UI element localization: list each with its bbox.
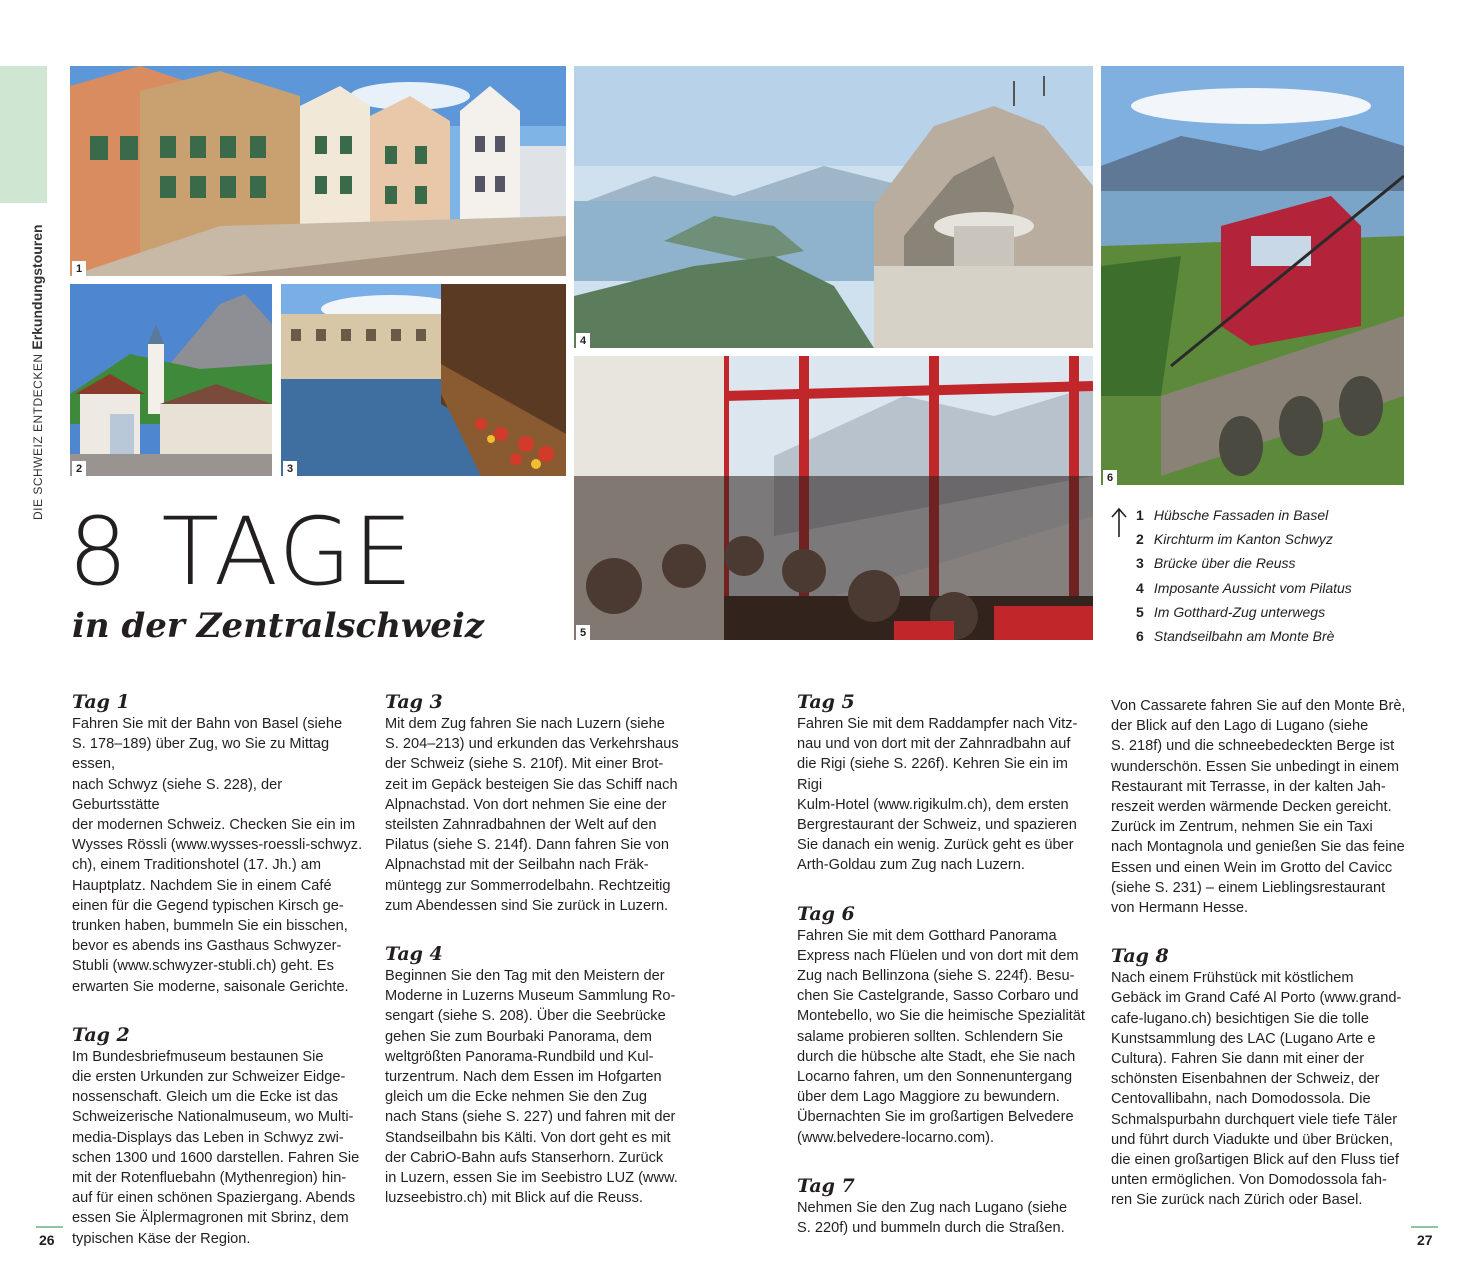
caption-item: 1 Hübsche Fassaden in Basel	[1136, 507, 1329, 523]
day-heading: Tag 5	[797, 691, 855, 713]
caption-item: 3 Brücke über die Reuss	[1136, 555, 1296, 572]
photo-pilatus-view	[574, 66, 1093, 348]
day-heading: Tag 4	[385, 943, 443, 966]
day-text: Nehmen Sie den Zug nach Lugano (siehe S. 220f) und bummeln durch die Straßen.	[797, 1199, 1068, 1237]
day-text: Beginnen Sie den Tag mit den Meistern der Moderne in Luzerns Museum Sammlung Ro- sengart (siehe S. 208). Über die Seebrücke gehen Sie zum Bourbaki Panorama, dem weltgrößten Panorama-Rundbild und Kul- turzentrum. Nach dem Essen im Hofgarten gleich um die Ecke nehmen Sie den Zug nach Stans (siehe S. 227) und fahren mit der Standseilbahn bis Kälti. Von dort geht es mit der CabriO-Bahn aufs Stanserhorn. Zurück in Luzern, essen Sie im Seebistro LUZ (www. luzseebistro.ch) mit Blick auf die Reuss.	[385, 968, 678, 1207]
section-label: DIE SCHWEIZ ENTDECKEN	[31, 353, 45, 520]
column-2	[385, 690, 685, 1208]
column-4	[1111, 696, 1411, 1211]
caption-item: 6 Standseilbahn am Monte Brè	[1136, 628, 1335, 645]
day-text: Fahren Sie mit der Bahn von Basel (siehe S. 178–189) über Zug, wo Sie zu Mittag essen, nach Schwyz (siehe S. 228), der Geburtsstätte der modernen Schweiz. Checken Sie ein im Wysses Rössli (www.wysses-roessli-schwyz. ch), einem Traditionshotel (17. Jh.) am Hauptplatz. Nachdem Sie in einem Café einen für die Gegend typischen Kirsch ge- trunken haben, bummeln Sie ein bisschen, bevor es abends ins Gasthaus Schwyzer- Stubli (www.schwyzer-stubli.ch) geht. Es erwarten Sie moderne, saisonale Gerichte.	[72, 716, 363, 995]
section-tab	[0, 66, 47, 203]
day-text: Mit dem Zug fahren Sie nach Luzern (siehe S. 204–213) und erkunden das Verkehrshaus der Schweiz (siehe S. 210f). Mit einer Brot- zeit im Gepäck besteigen Sie das Schiff nach Alpnachstad. Von dort nehmen Sie eine der steilsten Zahnradbahnen der Welt auf den Pilatus (siehe S. 214f). Dann fahren Sie von Alpnachstad mit der Seilbahn nach Fräk- müntegg zur Sommerrodelbahn. Rechtzeitig zum Abendessen sind Sie zurück in Luzern.	[385, 716, 679, 914]
day-heading: Tag 8	[1111, 945, 1169, 968]
photo-number: 6	[1103, 470, 1117, 485]
day-heading: Tag 6	[797, 902, 855, 925]
page-subtitle: in der Zentralschweiz	[72, 606, 485, 646]
day-heading: Tag 1	[72, 691, 130, 713]
day-text: Fahren Sie mit dem Gotthard Panorama Express nach Flüelen und von dort mit dem Zug nach Bellinzona (siehe S. 224f). Besu- chen Sie Castelgrande, Sasso Corbaro und Montebello, wo Sie die heimische Spezialität salame probieren sollten. Schlendern Sie durch die hübsche alte Stadt, ehe Sie nach Locarno fahren, um den Sonnenuntergang über dem Lago Maggiore zu bewundern. Übernachten Sie im großartigen Belvedere (www.belvedere-locarno.com).	[797, 927, 1085, 1146]
photo-number: 4	[576, 333, 590, 348]
page-number-rule	[1411, 1226, 1438, 1228]
day-text: Fahren Sie mit dem Raddampfer nach Vitz- nau und von dort mit der Zahnradbahn auf die Rigi (siehe S. 226f). Kehren Sie ein im Rigi Kulm-Hotel (www.rigikulm.ch), dem ersten Bergrestaurant der Schweiz, und spazieren Sie danach ein wenig. Zurück geht es über Arth-Goldau zum Zug nach Luzern.	[797, 716, 1078, 874]
day-text: Nach einem Frühstück mit köstlichem Gebäck im Grand Café Al Porto (www.grand- cafe-lugano.ch) besichtigen Sie die tolle Kunstsammlung des LAC (Lugano Arte e Cultura). Fahren Sie dann mit einer der schönsten Eisenbahnen der Schweiz, der Centovallibahn, nach Domodossola. Die Schmalspurbahn durchquert viele tiefe Täler und führt durch Viadukte und über Brücken, die einen großartigen Blick auf den Fluss tief unten ermöglichen. Von Domodossola fah- ren Sie zurück nach Zürich oder Basel.	[1111, 970, 1402, 1209]
photo-number: 3	[283, 461, 297, 476]
section-title: Erkundungstouren	[29, 224, 45, 350]
caption-item: 5 Im Gotthard-Zug unterwegs	[1136, 603, 1326, 620]
caption-list	[1136, 503, 1436, 648]
photo-number: 2	[72, 461, 86, 476]
photo-number: 5	[576, 625, 590, 640]
photo-schwyz-church	[70, 284, 272, 476]
page-number-right: 27	[1417, 1232, 1433, 1248]
day-heading: Tag 2	[72, 1023, 130, 1046]
page-number-left: 26	[39, 1232, 55, 1248]
photo-monte-bre-funicular	[1101, 66, 1404, 485]
page-title: 8 TAGE	[68, 498, 415, 607]
photo-basel-facades	[70, 66, 566, 276]
photo-gotthard-train	[574, 356, 1093, 640]
day-heading: Tag 7	[797, 1174, 855, 1197]
caption-item: 2 Kirchturm im Kanton Schwyz	[1136, 531, 1333, 548]
caption-item: 4 Imposante Aussicht vom Pilatus	[1136, 579, 1352, 596]
day-text: Von Cassarete fahren Sie auf den Monte Brè, der Blick auf den Lago di Lugano (siehe S. 218f) und die schneebedeckten Berge ist wunderschön. Essen Sie unbedingt in einem Restaurant mit Terrasse, in der kalten Jah- reszeit werden wärmende Decken gereicht. Zurück im Zentrum, nehmen Sie ein Taxi nach Montagnola und genießen Sie das feine Essen und einen Wein im Grotto del Cavicc (siehe S. 231) – einem Lieblingsrestaurant von Hermann Hesse.	[1111, 698, 1406, 917]
running-header	[29, 224, 45, 520]
photo-reuss-bridge	[281, 284, 566, 476]
day-heading: Tag 3	[385, 691, 443, 713]
arrow-up-icon	[1110, 507, 1128, 537]
page-number-rule	[36, 1226, 63, 1228]
column-3	[797, 690, 1097, 1238]
day-text: Im Bundesbriefmuseum bestaunen Sie die ersten Urkunden zur Schweizer Eidge- nossenschaft. Gleich um die Ecke ist das Schweizerische Nationalmuseum, wo Multi- media-Displays das Leben in Schwyz zwi- schen 1300 und 1600 darstellen. Fahren Sie mit der Rotenfluebahn (Mythenregion) hin- auf für einen schönen Spaziergang. Abends essen Sie Älplermagronen mit Sbrinz, dem typischen Käse der Region.	[72, 1048, 360, 1247]
column-1	[72, 690, 372, 1249]
photo-number: 1	[72, 261, 86, 276]
